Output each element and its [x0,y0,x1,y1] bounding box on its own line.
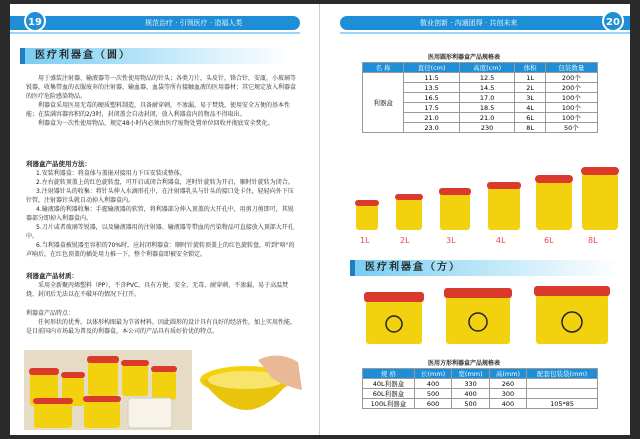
traits-title: 利器盒产品特点： [26,310,75,317]
table-cell: 100个 [545,113,597,123]
header-underline [10,32,300,34]
table-header: 高度(cm) [459,63,515,73]
table-cell: 17.5 [404,103,460,113]
section-title: 医疗利器盒（圆） [35,50,131,61]
round-table-caption: 医用圆形利器盒产品规格表 [428,54,501,61]
table-cell: 11.5 [404,73,460,83]
table-cell: 260 [489,379,526,389]
table-cell [527,389,598,399]
table-cell: 100L利器盒 [363,399,415,409]
intro-paragraph: 用于盛装注射器、输液器等一次性使用物品的针头；各类刀片，头皮针，锋合针，安瓿，小玻璃等锐器，收集带血的衣服废弃的注射器，输血器，血袋等所有接触血液的医用器材；其它规定放入利器盒的医疗危险感染物品。 [26,75,297,100]
usage-step: 4.输液器的利器收集：手握输液器的软管，将利器部分伸入顶盖的大开孔中，用剪刀剪即可，其锐器部分即掉入利器盒内。 [26,206,294,222]
round-containers-photo [24,350,192,430]
table-cell: 6L [515,113,545,123]
table-cell: 18.5 [459,103,515,113]
table-cell: 100个 [545,103,597,113]
size-label: 4L [496,236,506,245]
right-page [320,4,630,435]
product-photo-funnel [198,350,302,430]
usage-step: 6.当利器盒被锐器至容积的70%时，应封闭利器盒：顺时针旋转顶盖上的红色旋转盘，听到"咯"的声响后，在红色顶盖的插处用力推一下，整个利器盒即被安全锁定。 [26,242,295,258]
intro-text [26,74,296,128]
page-number: 19 [24,10,46,32]
table-header: 体积 [515,63,545,73]
table-cell: 16.5 [404,93,460,103]
header-slogan: 敬业创新 · 沟通团得 · 共创未来 [420,19,518,27]
material-text: 采用全新聚丙烯塑料（PP），不含PVC，具有方便、安全、无毒、耐穿刺、不渗漏、易于高温焚烧、封闭后无法以在不破坏的情况下打开。 [26,282,289,298]
table-cell: 105*85 [527,399,598,409]
table-cell: 500 [414,389,451,399]
material-title: 利器盒产品材质： [26,272,78,280]
funnel-photo [198,350,302,430]
table-header: 高(mm) [489,369,526,379]
table-header-row [363,369,598,379]
square-box-40l [364,292,424,344]
table-header: 直径(cm) [404,63,460,73]
round-containers-illustration [350,162,620,234]
table-cell: 400 [414,379,451,389]
table-cell: 500 [452,399,489,409]
square-containers-illustration [364,284,614,346]
material-section [26,272,296,299]
square-box-100l [534,286,610,344]
table-cell: 200个 [545,73,597,83]
usage-title: 利器盒产品使用方法： [26,160,91,168]
table-cell: 4L [515,103,545,113]
header-bar [10,16,300,30]
product-photo-round [24,350,192,430]
table-cell: 14.5 [459,83,515,93]
table-cell: 600 [414,399,451,409]
table-cell: 8L [515,123,545,133]
container-6l [535,175,573,230]
table-cell: 12.5 [459,73,515,83]
table-cell: 13.5 [404,83,460,93]
table-cell-name: 利器盒 [363,73,404,133]
header-underline [340,32,630,34]
table-header-row [363,63,598,73]
table-header: 规 格 [363,369,415,379]
section-title: 医疗利器盒（方） [365,262,461,273]
table-cell: 17.0 [459,93,515,103]
table-header: 长(mm) [414,369,451,379]
size-label: 6L [544,236,554,245]
traits-section [26,309,296,336]
table-cell: 23.0 [404,123,460,133]
table-cell: 2L [515,83,545,93]
table-row [363,379,598,389]
table-cell: 1L [515,73,545,83]
round-spec-table [362,62,598,133]
table-header: 名 称 [363,63,404,73]
left-page [10,4,320,435]
size-label: 2L [400,236,410,245]
table-header: 包装数量 [545,63,597,73]
table-cell: 400 [452,389,489,399]
usage-step: 3.注射器针头的收集：将针头伸入水滴形孔中，在注射器乳头与针头的接口处卡住，轻轻向外下压针管，注射器针头就自动掉入利器盒内。 [26,188,294,204]
square-box-60l [444,288,512,344]
table-cell: 21.0 [404,113,460,123]
size-label: 1L [360,236,370,245]
intro-paragraph: 利器盒为一次性使用物品，规定48小时内必须由医疗废物处置单位回收并彻底安全焚化。 [38,120,274,127]
table-header: 配套包装袋(mm) [527,369,598,379]
table-cell: 50个 [545,123,597,133]
table-cell: 100个 [545,93,597,103]
table-cell: 330 [452,379,489,389]
section-title-band [20,48,290,64]
usage-step: 5.刀片或者玻璃等锐器，以及输液器用的注射器、输液器等带血的污染物品可直接放入顶部大开孔中。 [26,224,294,240]
table-cell: 60L利器盒 [363,389,415,399]
table-cell: 40L利器盒 [363,379,415,389]
table-cell: 200个 [545,83,597,93]
container-8l [581,167,619,230]
table-row [363,389,598,399]
page-number: 20 [602,10,624,32]
container-3l [439,188,471,230]
usage-step: 2.左右旋转顶盖上的红色旋转盘，可开启或闭合利器盒，逆时针旋转为开启，顺时针旋转为闭合。 [36,179,294,186]
table-cell: 400 [489,399,526,409]
table-header: 宽(mm) [452,369,489,379]
table-cell: 230 [459,123,515,133]
header-slogan: 规范治疗 · 引领医疗 · 造福人类 [145,19,243,27]
section-title-band [350,260,620,276]
header-bar [340,16,630,30]
traits-text: 任何形状的优秀，以体形构图最为节省材料，因此圆形的设计具有良好的经济性，加上实用性能，是目前国内市场最为普及的利器盒，本公司的产品具有质好价优的特点。 [26,319,297,335]
size-label: 8L [588,236,598,245]
table-cell [527,379,598,389]
brochure-spread [10,4,630,435]
table-cell: 21.0 [459,113,515,123]
usage-section [26,160,296,259]
container-4l [487,182,521,230]
table-row [363,399,598,409]
usage-step: 1.安装利器盒：将盒体与盖嵌对接用力下压安装成整体。 [36,170,186,177]
table-cell: 3L [515,93,545,103]
container-2l [395,194,423,230]
intro-paragraph: 利器盒采用医用无毒的硬质塑料制造，具备耐穿刺，不渗漏，易于焚烧，使用安全方便的基本性能；在装满容器容积的2/3时，封闭盖会自动封闭，放入利器盒内的物品不得取出。 [26,102,291,118]
size-label: 3L [446,236,456,245]
square-table-caption: 医用方形利器盒产品规格表 [428,360,501,367]
table-row [363,73,598,83]
square-spec-table [362,368,598,409]
table-cell: 300 [489,389,526,399]
container-1l [355,200,379,230]
